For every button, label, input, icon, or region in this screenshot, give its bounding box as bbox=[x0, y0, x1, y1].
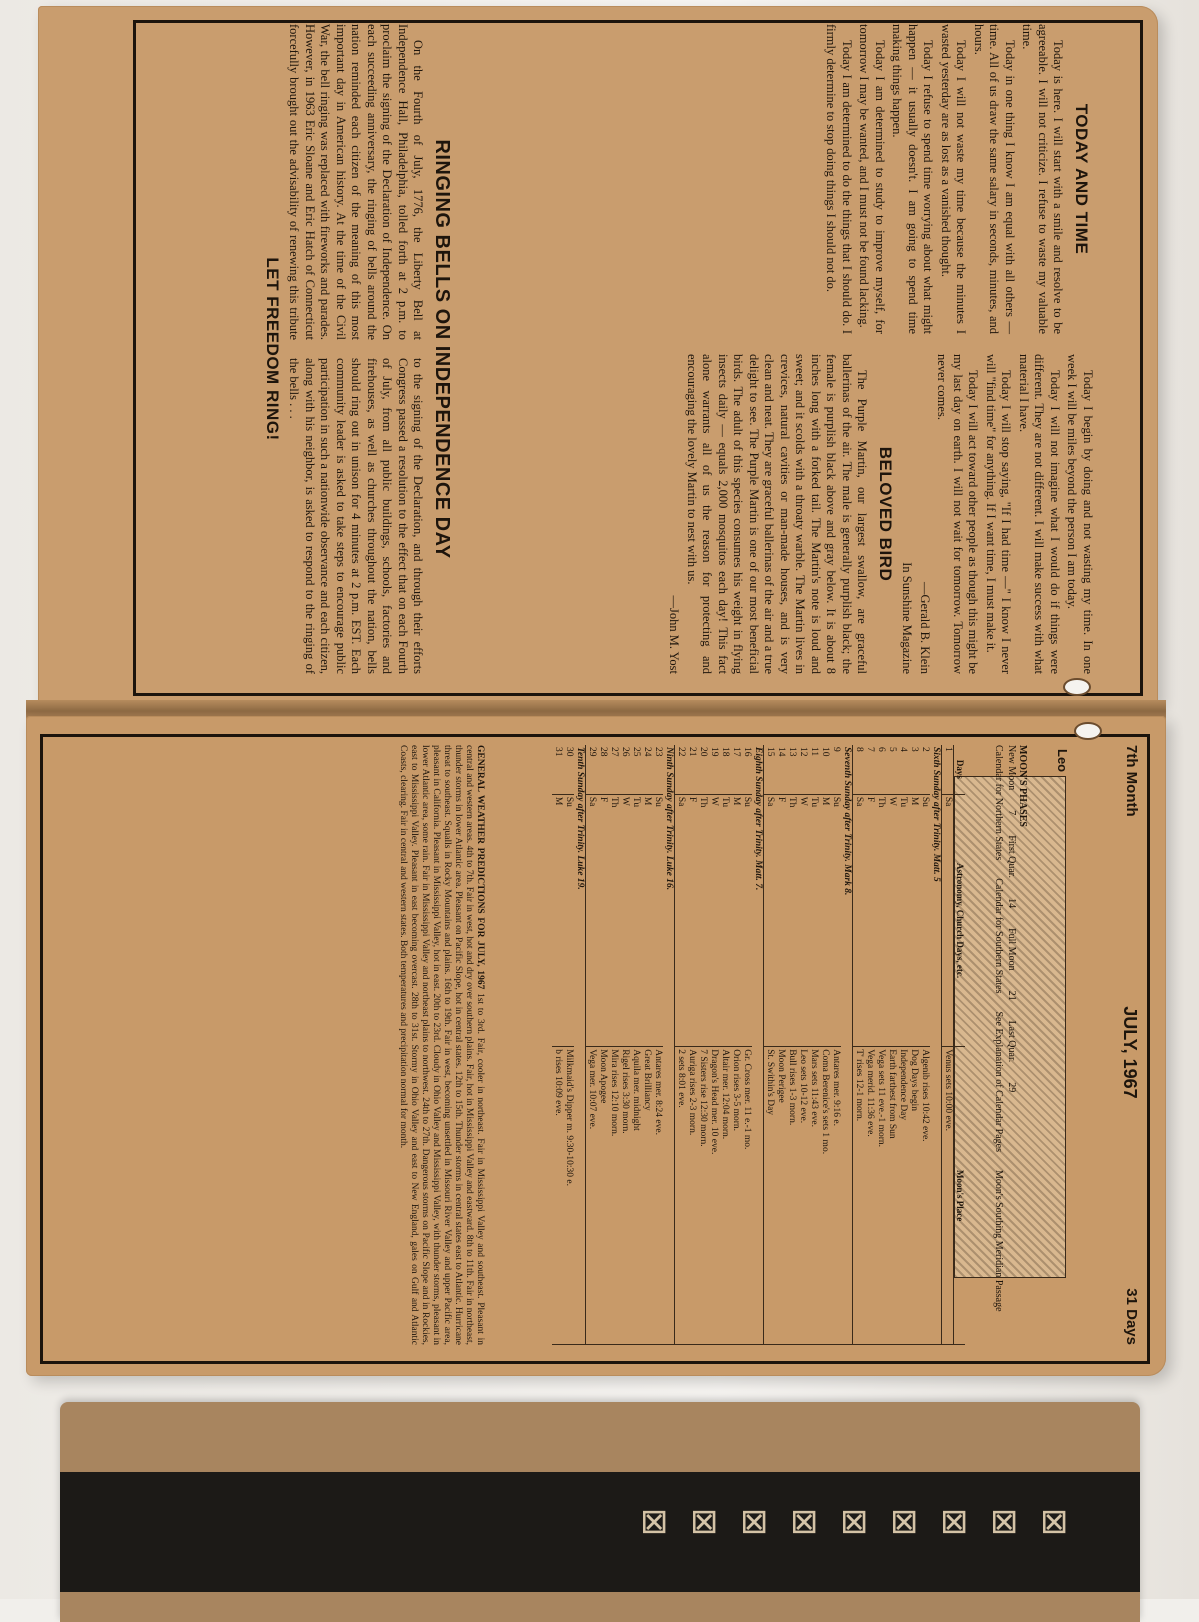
paragraph: Today I will act toward other people as though this might be my last day on earth. I will not wait for tomorrow. Tomorrow never comes. bbox=[935, 354, 981, 674]
day-number: 14 bbox=[775, 745, 786, 794]
day-event: St. Swithin's Day bbox=[764, 1047, 776, 1345]
weekday: F bbox=[864, 794, 875, 1046]
day-number: 12 bbox=[797, 745, 808, 794]
days-count: 31 Days bbox=[1123, 1288, 1140, 1345]
weekday: Th bbox=[697, 794, 708, 1046]
weekday: Su bbox=[563, 794, 574, 1046]
ornament-icon: ⊠ bbox=[885, 1507, 923, 1537]
day-row bbox=[586, 745, 598, 1345]
paragraph: On the Fourth of July, 1776, the Liberty Bell at Independence Hall, Philadelphia, tolled forth at 2 p.m. to proclaim the signing of the Declaration of Independence. On each succeeding anniversary, the ringing of bells around the nation reminded each citizen of the meaning of this most important day in American history. At the time of the Civil War, the bell ringing was replaced with fireworks and parades. However, in 1963 Eric Sloane and Eric Hatch of Connecticut forcefully brought out the advisability of renewing this tribute to the signing of the Declaration, and through their efforts Congress passed a resolution to the effect that on each Fourth of July, from all public buildings, schools, factories and firehouses, as well as churches throughout the nation, bells should ring out in unison for 4 minutes at 2 p.m. EST. Each community leader is asked to take steps to encourage public participation in such a nationwide observance and each citizen, along with his neighbor, is asked to respond to the ringing of the bells . . . bbox=[287, 24, 426, 674]
paragraph: Today I am determined to do the things that I should do. I firmly determine to stop doing things I should not do. bbox=[824, 24, 854, 334]
column-header: Days bbox=[954, 745, 966, 794]
day-row bbox=[630, 745, 641, 1345]
day-event: Altair mer. 12:04 morn. bbox=[719, 1047, 730, 1345]
sunday-row bbox=[930, 745, 942, 1345]
day-event: Aquila mer. midnight bbox=[630, 1047, 641, 1345]
day-row bbox=[552, 745, 563, 1345]
day-number: 3 bbox=[908, 745, 919, 794]
weekday: M bbox=[552, 794, 563, 1046]
weekday: W bbox=[886, 794, 897, 1046]
column-2 bbox=[664, 354, 1095, 674]
day-event: Great Brilliancy bbox=[641, 1047, 652, 1345]
day-row bbox=[652, 745, 663, 1345]
weekday: M bbox=[908, 794, 919, 1046]
day-event: Vega merid. 11:36 eve. bbox=[864, 1047, 875, 1345]
day-row bbox=[819, 745, 830, 1345]
day-number: 6 bbox=[875, 745, 886, 794]
left-page-text bbox=[105, 24, 1095, 679]
weekday: Tu bbox=[897, 794, 908, 1046]
day-event: Vega sets 11 eve.-1 morn. bbox=[875, 1047, 886, 1345]
weekday: Tu bbox=[808, 794, 819, 1046]
article-title: TODAY AND TIME bbox=[1072, 103, 1091, 255]
phase-name: First Quar. bbox=[1006, 835, 1017, 879]
paragraph: Today I am determined to study to improve myself, for tomorrow I may be wanted, and I must not be found lacking. bbox=[857, 24, 887, 334]
paragraph: Today in one thing I know I am equal with all others — time. All of us draw the same salary in seconds, minutes, and hours. bbox=[972, 24, 1017, 334]
day-number: 5 bbox=[886, 745, 897, 794]
weekday: Tu bbox=[719, 794, 730, 1046]
day-row bbox=[853, 745, 865, 1345]
weekday: W bbox=[708, 794, 719, 1046]
ornament-icon: ⊠ bbox=[785, 1507, 823, 1537]
day-event: Orion rises 3-5 morn. bbox=[730, 1047, 741, 1345]
day-row bbox=[775, 745, 786, 1345]
phase-name: Last Quar. bbox=[1006, 1020, 1017, 1063]
day-row bbox=[886, 745, 897, 1345]
day-number: 11 bbox=[808, 745, 819, 794]
day-event: Milkmaid's Dipper m. 9:30-10:30 e. bbox=[563, 1047, 574, 1345]
weekday: Su bbox=[919, 794, 930, 1046]
moon-phases bbox=[993, 745, 1028, 1345]
day-row bbox=[708, 745, 719, 1345]
day-number: 16 bbox=[741, 745, 752, 794]
weekday: Th bbox=[608, 794, 619, 1046]
day-number: 7 bbox=[864, 745, 875, 794]
moon-phases-header: MOON'S PHASES bbox=[1017, 745, 1028, 827]
phase-date: 21 bbox=[1006, 990, 1017, 1001]
weekday: M bbox=[641, 794, 652, 1046]
column-header: Astronomy, Church Days, etc. bbox=[954, 794, 966, 1046]
day-number: 8 bbox=[853, 745, 865, 794]
day-number: 24 bbox=[641, 745, 652, 794]
ornament-icon: ⊠ bbox=[685, 1507, 723, 1537]
day-number: 17 bbox=[730, 745, 741, 794]
day-event: Moon Apogee bbox=[597, 1047, 608, 1345]
weather-title: GENERAL WEATHER PREDICTIONS FOR JULY, 1967 bbox=[475, 745, 485, 990]
day-row bbox=[764, 745, 776, 1345]
ornament-icon: ⊠ bbox=[835, 1507, 873, 1537]
day-row bbox=[597, 745, 608, 1345]
paragraph: Today I will stop saying, "If I had time —" I know I never will "find time" for anything. If I want time, I must make it. bbox=[984, 354, 1014, 674]
source: In Sunshine Magazine bbox=[900, 562, 915, 674]
calendar-header bbox=[1119, 745, 1140, 1345]
weekday: F bbox=[775, 794, 786, 1046]
weekday: W bbox=[797, 794, 808, 1046]
day-row bbox=[719, 745, 730, 1345]
day-row bbox=[608, 745, 619, 1345]
day-event: Auriga rises 2-3 morn. bbox=[686, 1047, 697, 1345]
day-event: Venus sets 10:00 eve. bbox=[942, 1047, 954, 1345]
day-number: 10 bbox=[819, 745, 830, 794]
day-number: 18 bbox=[719, 745, 730, 794]
day-number: 21 bbox=[686, 745, 697, 794]
day-event: Dog Days begin bbox=[908, 1047, 919, 1345]
day-row bbox=[730, 745, 741, 1345]
day-number: 31 bbox=[552, 745, 563, 794]
weekday: Th bbox=[786, 794, 797, 1046]
sunday-label: Ninth Sunday after Trinity. Luke 16. bbox=[663, 745, 675, 1345]
day-event: Dragon's Head mer. 10 eve. bbox=[708, 1047, 719, 1345]
sunday-label: Sixth Sunday after Trinity. Matt. 5 bbox=[930, 745, 942, 1345]
paragraph: Today I begin by doing and not wasting my time. In one week I will be miles beyond the person I am today. bbox=[1065, 354, 1095, 674]
day-event: Mira rises 12:10 morn. bbox=[608, 1047, 619, 1345]
zodiac-sign: Leo bbox=[1055, 749, 1070, 773]
day-event: Gr. Cross mer. 11 e.-1 mo. bbox=[741, 1047, 752, 1345]
day-event: Antares mer. 9:16 e. bbox=[830, 1047, 841, 1345]
day-event: Leo sets 10-12 eve. bbox=[797, 1047, 808, 1345]
day-row bbox=[908, 745, 919, 1345]
day-event: Independence Day bbox=[897, 1047, 908, 1345]
signature: —Gerald B. Klein bbox=[918, 582, 932, 674]
day-number: 22 bbox=[675, 745, 687, 794]
paragraph: Today I refuse to spend time worrying about what might happen — it usually doesn't. I am going to spend time making things happen. bbox=[890, 24, 936, 334]
day-row bbox=[741, 745, 752, 1345]
day-row bbox=[897, 745, 908, 1345]
day-event: Rigel rises 3:30 morn. bbox=[619, 1047, 630, 1345]
paragraph: Today I will not waste my time because the minutes I wasted yesterday are as lost as a vanished thought. bbox=[939, 24, 969, 334]
day-row bbox=[919, 745, 930, 1345]
sunday-row bbox=[841, 745, 853, 1345]
ornament-icon: ⊠ bbox=[1035, 1507, 1073, 1537]
day-number: 29 bbox=[586, 745, 598, 794]
day-number: 25 bbox=[630, 745, 641, 794]
second-booklet bbox=[60, 1402, 1140, 1622]
article-title: RINGING BELLS ON INDEPENDENCE DAY bbox=[431, 139, 453, 559]
day-row bbox=[942, 745, 954, 1345]
ornament-icon: ⊠ bbox=[985, 1507, 1023, 1537]
day-number: 26 bbox=[619, 745, 630, 794]
day-event: b rises 10:09 eve. bbox=[552, 1047, 563, 1345]
paragraph: Today is here. I will start with a smile and resolve to be agreeable. I will not criticize. I refuse to waste my valuable time. bbox=[1020, 24, 1066, 334]
sunday-label: Tenth Sunday after Trinity. Luke 19. bbox=[574, 745, 586, 1345]
south-calendar-label: Calendar for Southern States bbox=[993, 878, 1004, 994]
sunday-label: Seventh Sunday after Trinity. Mark 8. bbox=[841, 745, 853, 1345]
day-event: Mars sets 11:43 eve. bbox=[808, 1047, 819, 1345]
weekday: Sa bbox=[853, 794, 865, 1046]
weekday: Sa bbox=[764, 794, 776, 1046]
weekday: Su bbox=[830, 794, 841, 1046]
day-event: Antares mer. 8:24 eve. bbox=[652, 1047, 663, 1345]
day-row bbox=[864, 745, 875, 1345]
binding-hole bbox=[1063, 678, 1091, 696]
day-number: 27 bbox=[608, 745, 619, 794]
day-row bbox=[830, 745, 841, 1345]
day-number: 19 bbox=[708, 745, 719, 794]
day-event: T' rises 12-1 morn. bbox=[853, 1047, 865, 1345]
day-event: 7 Sisters rise 12:30 morn. bbox=[697, 1047, 708, 1345]
weekday: Th bbox=[875, 794, 886, 1046]
phase-date: 29 bbox=[1006, 1082, 1017, 1093]
day-row bbox=[686, 745, 697, 1345]
north-calendar-label: Calendar for Northern States bbox=[993, 745, 1004, 861]
day-event: Earth farthest from Sun bbox=[886, 1047, 897, 1345]
day-number: 15 bbox=[764, 745, 776, 794]
day-row bbox=[675, 745, 687, 1345]
calendar-table bbox=[552, 745, 965, 1345]
day-row bbox=[786, 745, 797, 1345]
ornament-icon: ⊠ bbox=[935, 1507, 973, 1537]
day-row bbox=[697, 745, 708, 1345]
binding-hole bbox=[1074, 722, 1102, 740]
sunday-row bbox=[663, 745, 675, 1345]
calendar-rows bbox=[552, 745, 954, 1345]
column-1 bbox=[821, 24, 1095, 334]
article-title: BELOVED BIRD bbox=[876, 446, 895, 582]
weekday: Tu bbox=[630, 794, 641, 1046]
calendar-text bbox=[50, 745, 1140, 1355]
phase-name: New Moon bbox=[1006, 745, 1017, 791]
closing-line: LET FREEDOM RING! bbox=[263, 257, 282, 441]
day-row bbox=[808, 745, 819, 1345]
ornament-icon: ⊠ bbox=[635, 1507, 673, 1537]
phase-name: Full Moon bbox=[1006, 928, 1017, 971]
weekday: Su bbox=[741, 794, 752, 1046]
paragraph: Today I will not imagine what I would do if things were different. They are not different. I will make success with what material I have. bbox=[1017, 354, 1062, 674]
day-number: 9 bbox=[830, 745, 841, 794]
day-event: Moon Perigee bbox=[775, 1047, 786, 1345]
calendar-column-notes bbox=[993, 745, 1004, 1345]
weather-predictions bbox=[397, 745, 485, 1345]
ornament-icon: ⊠ bbox=[735, 1507, 773, 1537]
day-row bbox=[563, 745, 574, 1345]
southing-label: Moon's Southing Meridian Passage bbox=[993, 1170, 1004, 1312]
day-number: 28 bbox=[597, 745, 608, 794]
month-number: 7th Month bbox=[1123, 745, 1140, 817]
decorative-border bbox=[60, 1472, 1140, 1592]
day-event: Vega mer. 10:07 eve. bbox=[586, 1047, 598, 1345]
day-number: 2 bbox=[919, 745, 930, 794]
day-row bbox=[619, 745, 630, 1345]
column-3 bbox=[257, 24, 456, 674]
phase-list bbox=[1006, 745, 1017, 1345]
day-number: 23 bbox=[652, 745, 663, 794]
day-event: Bull rises 1-3 morn. bbox=[786, 1047, 797, 1345]
sunday-row bbox=[574, 745, 586, 1345]
phase-date: 7 bbox=[1006, 810, 1017, 816]
sunday-label: Eighth Sunday after Trinity. Matt. 7. bbox=[752, 745, 764, 1345]
weekday: Sa bbox=[942, 794, 954, 1046]
month-title: JULY, 1967 bbox=[1120, 1006, 1140, 1099]
column-header: Moon's Place bbox=[954, 1047, 966, 1345]
day-event: Coma Berenice's sets 1 mo. bbox=[819, 1047, 830, 1345]
day-row bbox=[641, 745, 652, 1345]
weekday: W bbox=[619, 794, 630, 1046]
weekday: F bbox=[597, 794, 608, 1046]
weekday: Sa bbox=[675, 794, 687, 1046]
explanation-note: See Explanation of Calendar Pages bbox=[993, 1011, 1004, 1153]
day-number: 4 bbox=[897, 745, 908, 794]
day-number: 20 bbox=[697, 745, 708, 794]
calendar-header-row bbox=[954, 745, 966, 1345]
day-event: Algenib rises 10:42 eve. bbox=[919, 1047, 930, 1345]
day-event: 2 sets 8:01 eve. bbox=[675, 1047, 687, 1345]
day-row bbox=[797, 745, 808, 1345]
day-number: 13 bbox=[786, 745, 797, 794]
paragraph: The Purple Martin, our largest swallow, are graceful ballerinas of the air. The male is generally purplish black; the female is purplish black above and gray below. It is about 8 inches long with a forked tail. The Martin's note is loud and sweet; and it scolds with a throaty warble. The Martin lives in crevices, natural cavities or man-made houses, and is very clean and neat. They are graceful ballerinas of the air and a true delight to see. The Purple Martin is one of our most beneficial birds. The adult of this species consumes his weight in flying insects daily — equals 2,000 mosquitos each day! This fact alone warrants all of us the reason for protecting and encouraging the lovely Martin to nest with us. bbox=[685, 354, 870, 674]
weekday: F bbox=[686, 794, 697, 1046]
weekday: M bbox=[819, 794, 830, 1046]
weather-text: 1st to 3rd. Fair, cooler in northeast. Fair in Mississippi Valley and southeast. Pleasant in central and western areas. 4th to 7th. Fair in west, hot and dry over southern plains. Fair, hot in Mississippi Valley and eastward. 8th to 11th. Fair in northeast, thunder storms in lower Atlantic area. Pleasant on Pacific Slope, hot in central states. 12th to 15th. Thunder storms in central states east to Atlantic. Hurricane threat to southeast. Squalls in Rocky Mountains and plains. 16th to 19th. Fair in west, becoming unsettled in Missouri River Valley and upper Pacific area, pleasant in California. Pleasant in Mississippi Valley, hot in east. 20th to 23rd. Cloudy in Ohio Valley and Mississippi Valley, with thunder storms, pleasant in lower Atlantic area, some rain. Fair in Mississippi Valley and northeast plains to northwest. 24th to 27th. Dangerous storms on Pacific Slope and in Rockies, east to Mississippi Valley. Pleasant in east becoming overcast. 28th to 31st. Stormy in Ohio Valley and east to New England, gales on Gulf and Atlantic Coasts, clearing. Fair in central and western states. Both temperatures and precipitation normal for month. bbox=[398, 745, 485, 1345]
day-row bbox=[875, 745, 886, 1345]
sunday-row bbox=[752, 745, 764, 1345]
day-number: 1 bbox=[942, 745, 954, 794]
weekday: Su bbox=[652, 794, 663, 1046]
phase-date: 14 bbox=[1006, 898, 1017, 909]
weekday: Sa bbox=[586, 794, 598, 1046]
day-number: 30 bbox=[563, 745, 574, 794]
weekday: M bbox=[730, 794, 741, 1046]
signature: —John M. Yost bbox=[667, 595, 682, 674]
